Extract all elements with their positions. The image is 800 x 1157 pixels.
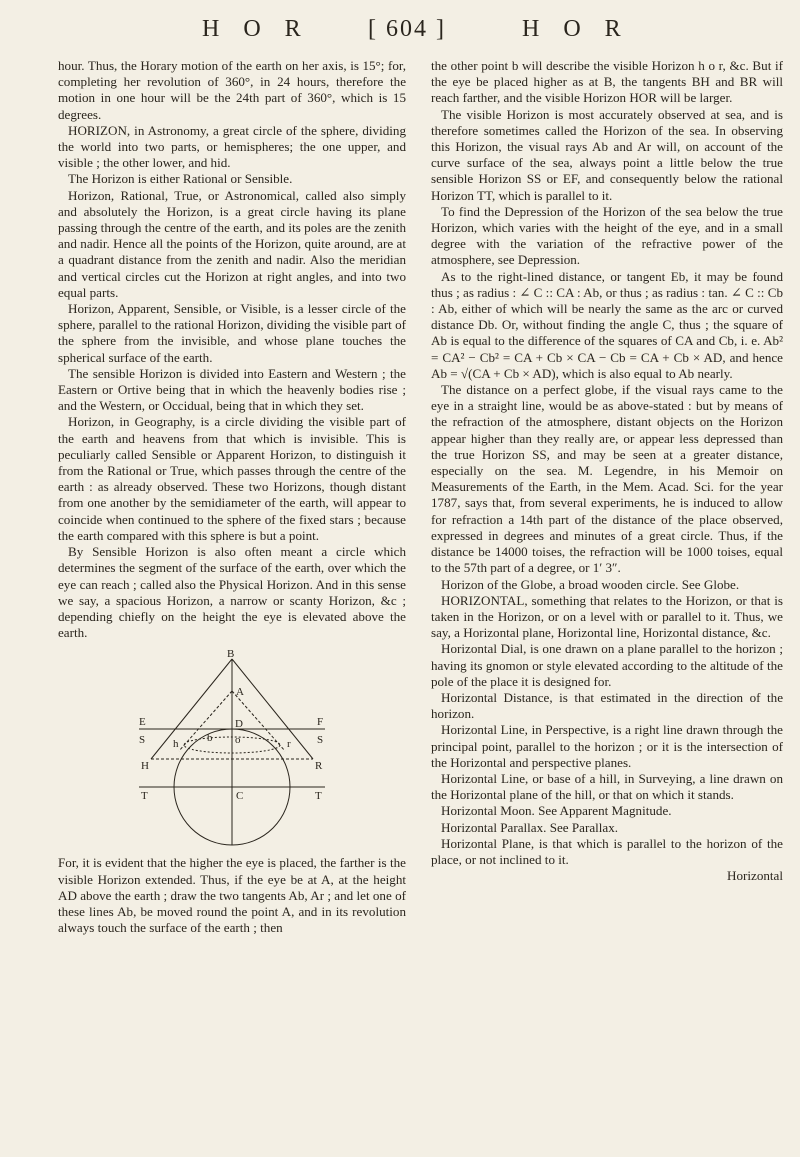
right-column <box>431 58 783 884</box>
label: T <box>141 790 148 803</box>
paragraph: For, it is evident that the higher the eye is placed, the farther is the visible Horizon extended. Thus, if the eye be at A, at the height AD above the earth ; draw the two tangents Ab, Ar ; and let one of these lines Ab, be moved round the point A, and in its revolution always touch the surface of the earth ; then <box>58 855 406 936</box>
label: C <box>236 790 244 803</box>
label: R <box>315 760 323 773</box>
label: H <box>141 760 149 773</box>
header-left: H O R <box>202 16 310 42</box>
paragraph: By Sensible Horizon is also often meant a circle which determines the segment of the surface of the earth, over which the eye can reach ; called also the Physical Horizon. And in this sense we say, a spacious Horizon, a narrow or scanty Horizon, &c ; depending chiefly on the height the eye is elevated above the earth. <box>58 544 406 641</box>
paragraph: Horizontal Moon. See Apparent Magnitude. <box>441 803 672 819</box>
label: F <box>317 716 324 729</box>
paragraph: HORIZONTAL, something that relates to the Horizon, or that is taken in the Horizon, or on a level with or parallel to it. Thus, we say, a Horizontal plane, Horizontal line, Horizontal distance, &c. <box>431 592 783 641</box>
paragraph: The Horizon is either Rational or Sensible. <box>68 171 293 187</box>
label: B <box>227 648 235 661</box>
paragraph: To find the Depression of the Horizon of the sea below the true Horizon, which varies with the height of the eye, and in a small degree with the variation of the refractive power of the atmosphere, see Depression. <box>431 203 783 268</box>
paragraph: Horizontal Parallax. See Parallax. <box>441 819 619 835</box>
paragraph: Horizon of the Globe, a broad wooden circle. See Globe. <box>441 576 740 592</box>
paragraph: Horizontal Plane, is that which is parallel to the horizon of the place, or not inclined to it. <box>431 835 783 867</box>
paragraph: the other point b will describe the visible Horizon h o r, &c. But if the eye be placed higher as at B, the tangents BH and BR will reach farther, and the visible Horizon HOR will be larger. <box>431 58 783 106</box>
label: T <box>315 790 322 803</box>
label: S <box>317 734 324 747</box>
paragraph: hour. Thus, the Horary motion of the earth on her axis, is 15°; for, completing her revolution of 360°, in 24 hours, therefore the motion in one hour will be the 24th part of 360°, which is 15 degrees. <box>58 58 406 122</box>
paragraph: Horizontal Line, or base of a hill, in Surveying, a line drawn on the Horizontal plane of the hill, or that on which it stands. <box>431 770 783 803</box>
label: r <box>287 738 291 751</box>
paragraph: The sensible Horizon is divided into Eastern and Western ; the Eastern or Ortive being that in which the heavenly bodies rise ; and the Western, or Occidual, being that in which they set. <box>58 365 406 414</box>
left-column <box>58 58 406 936</box>
horizon-diagram <box>137 647 327 847</box>
tangent-ab <box>179 691 232 751</box>
label: E <box>139 716 146 729</box>
paragraph: Horizontal Line, in Perspective, is a right line drawn through the principal point, parallel to the horizon ; or it is the intersection of the Horizontal and perspective planes. <box>431 722 783 770</box>
paragraph: Horizon, in Geography, is a circle dividing the visible part of the earth and heavens from that which is invisible. This is peculiarly called Sensible or Apparent Horizon, to distinguish it from the Rational or True, which passes through the centre of the earth : as already observed. These two Horizons, though distant from one another by the semidiameter of the earth, will appear to coincide when continued to the sphere of the fixed stars ; because the earth compared with this sphere is but a point. <box>58 414 406 543</box>
tangent-br <box>232 659 313 759</box>
paragraph: HORIZON, in Astronomy, a great circle of the sphere, dividing the world into two parts, or hemispheres; the one upper, and visible ; the other lower, and hid. <box>58 122 406 171</box>
paragraph: The distance on a perfect globe, if the visual rays came to the eye in a straight line, would be as above-stated : but by means of the refraction of the atmosphere, distant objects on the Horizon appear higher than they really are, or appear less depressed than the true Horizon SS, and may be seen at a greater distance, especially on the sea. M. Legendre, in his Memoir on Measurements of the Earth, in the Mem. Acad. Sci. for the year 1787, says that, from several experiments, he is induced to allow for refraction a 14th part of the distance of the place observed, expressed in degrees and minutes of a great circle. Thus, if the distance be 14000 toises, the refraction will be 1000 toises, equal to the 57th part of a degree, or 1′ 3″. <box>431 382 783 576</box>
catchword: Horizontal <box>727 868 783 884</box>
paragraph: Horizon, Rational, True, or Astronomical, called also simply and absolutely the Horizon, is a great circle having its plane passing through the centre of the earth, and its poles are the zenith and nadir. Hence all the points of the Horizon, quite around, are at a quadrant distance from the zenith and nadir. Also the meridian and vertical circles cut the Horizon at right angles, and into two equal parts. <box>58 187 406 300</box>
tangent-bh <box>151 659 232 759</box>
label: S <box>139 734 146 747</box>
paragraph: As to the right-lined distance, or tangent Eb, it may be found thus ; as radius : ∠ C :: CA : Ab, or thus ; as radius : tan. ∠ C :: Cb : Ab, either of which will be nearly the same as the arc or curved distance Db. Or, without finding the angle C, thus ; the square of Ab is equal to the difference of the squares of CA and Cb, i. e. Ab² = CA² − Cb² = CA + Cb × CA − Cb = CA + Cb × AD, and hence Ab = √(CA + Cb × AD), which is also equal to Ab nearly. <box>431 268 783 381</box>
paragraph: Horizontal Dial, is one drawn on a plane parallel to the horizon ; having its gnomon or style elevated according to the altitude of the pole of the place it is designed for. <box>431 641 783 689</box>
paragraph: Horizontal Distance, is that estimated in the direction of the horizon. <box>431 689 783 722</box>
running-header <box>0 16 800 50</box>
label: A <box>236 686 244 699</box>
page-number: [ 604 ] <box>368 16 446 42</box>
header-right: H O R <box>522 16 630 42</box>
paragraph: The visible Horizon is most accurately observed at sea, and is therefore sometimes called the Horizon of the sea. In observing this Horizon, the visual rays Ab and Ar will, on account of the curve surface of the sea, always point a little below the true sensible Horizon SS or EF, and consequently below the rational Horizon TT, which is parallel to it. <box>431 106 783 203</box>
label: h <box>173 738 179 751</box>
paragraph: Horizon, Apparent, Sensible, or Visible, is a lesser circle of the sphere, parallel to the rational Horizon, dividing the visible part of the sphere from the invisible, and whose plane touches the spherical surface of the earth. <box>58 301 406 365</box>
label: b <box>207 732 213 745</box>
label: o <box>235 734 241 747</box>
label: D <box>235 718 243 731</box>
